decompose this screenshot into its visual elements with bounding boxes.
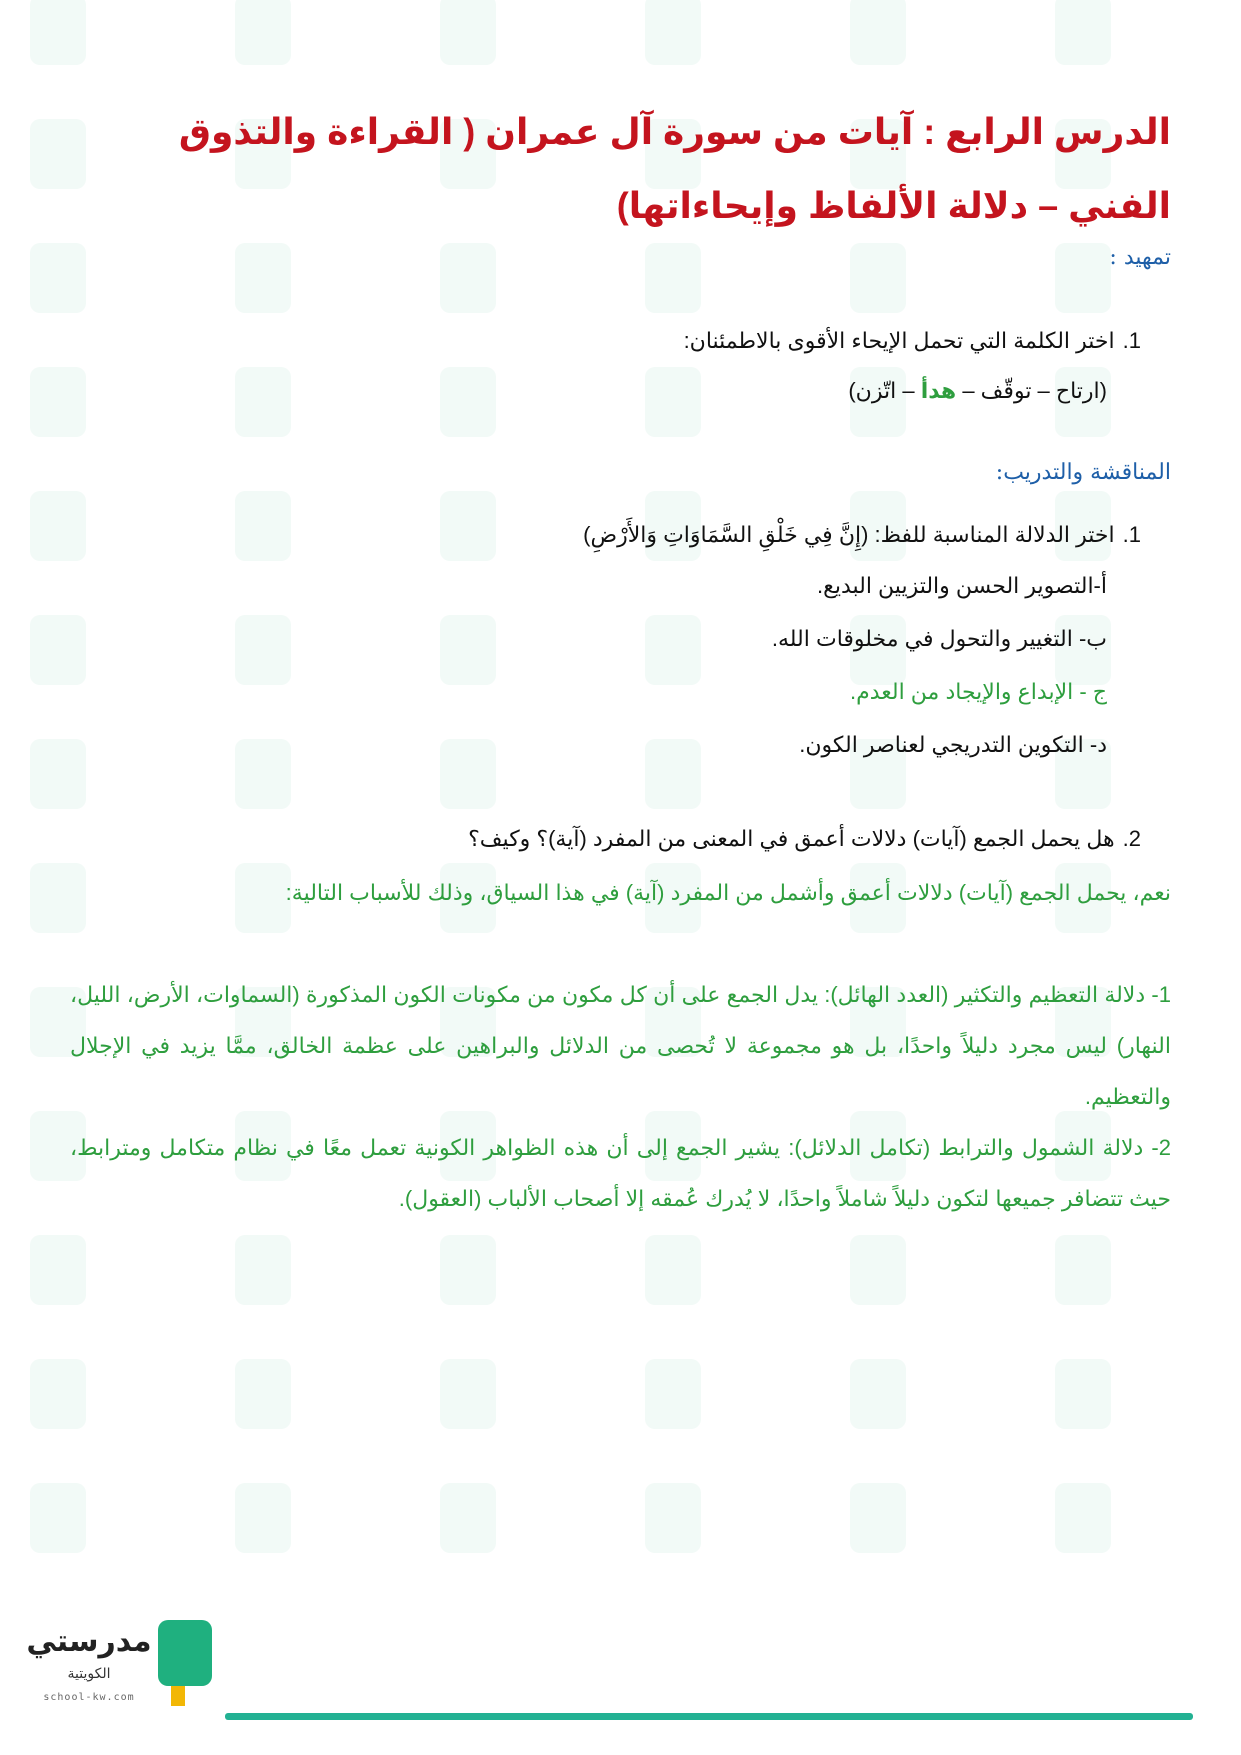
question-number: 2. [1122,826,1141,851]
watermark-logo-icon [850,1483,906,1553]
watermark-tile [645,1220,835,1320]
watermark-logo-icon [440,1235,496,1305]
watermark-logo-icon [30,1359,86,1429]
watermark-logo-icon [645,739,701,809]
intro-choices [848,378,1107,404]
watermark-logo-icon [440,1483,496,1553]
watermark-logo-icon [235,243,291,313]
watermark-logo-icon [30,863,86,933]
watermark-logo-icon [1055,1359,1111,1429]
watermark-logo-icon [645,1483,701,1553]
watermark-tile [850,0,1040,80]
watermark-logo-icon [1055,1235,1111,1305]
answer-point-1: 1- دلالة التعظيم والتكثير (العدد الهائل): يدل الجمع على أن كل مكون من مكونات الكون المذكورة (السماوات، الأرض، الليل، النهار) ليس مجرد دليلاً واحدًا، بل هو مجموعة لا تُحصى من الدلائل والبراهين على عظمة الخالق، ممَّا يزيد في الإجلال والتعظيم. [70,982,1171,1109]
watermark-logo-icon [850,0,906,65]
watermark-tile [235,352,425,452]
watermark-tile [440,1468,630,1568]
watermark-tile [235,476,425,576]
watermark-tile [1055,228,1241,328]
watermark-tile [30,600,220,700]
watermark-tile [30,1468,220,1568]
choices-close: – اتّزن) [848,378,921,403]
option-b: ب- التغيير والتحول في مخلوقات الله. [771,626,1107,651]
watermark-tile [1055,0,1241,80]
watermark-tile [235,1468,425,1568]
watermark-tile [30,724,220,824]
watermark-tile [235,0,425,80]
watermark-logo-icon [30,0,86,65]
watermark-tile [645,0,835,80]
logo-site: school-kw.com [43,1692,135,1703]
watermark-logo-icon [850,1235,906,1305]
answer-point-2: 2- دلالة الشمول والترابط (تكامل الدلائل): يشير الجمع إلى أن هذه الظواهر الكونية تعمل معًا في نظام متكامل ومترابط، حيث تتضافر جميعها لتكون دليلاً شاملاً واحدًا، لا يُدرك عُمقه إلا أصحاب الألباب (العقول). [70,1135,1171,1211]
watermark-tile [30,476,220,576]
watermark-tile [645,1344,835,1444]
practice-question-1 [583,522,1141,548]
watermark-tile [440,352,630,452]
watermark-logo-icon [850,243,906,313]
watermark-logo-icon [30,739,86,809]
watermark-tile [440,600,630,700]
watermark-logo-icon [645,1359,701,1429]
lesson-title: الدرس الرابع : آيات من سورة آل عمران ( القراءة والتذوق الفني – دلالة الألفاظ وإيحاءاتها) [178,111,1171,226]
watermark-logo-icon [235,1235,291,1305]
watermark-tile [645,228,835,328]
watermark-logo-icon [440,1359,496,1429]
watermark-tile [1055,1468,1241,1568]
watermark-tile [850,1344,1040,1444]
watermark-logo-icon [235,739,291,809]
watermark-tile [235,600,425,700]
logo-icon [158,1620,212,1686]
watermark-tile [1055,1344,1241,1444]
watermark-tile [235,1220,425,1320]
logo-subtitle: الكويتية [67,1666,111,1682]
watermark-logo-icon [440,615,496,685]
watermark-tile [440,1220,630,1320]
watermark-logo-icon [235,1483,291,1553]
watermark-tile [235,228,425,328]
choices-open: (ارتاح – توقّف – [956,378,1107,403]
footer-divider [225,1713,1193,1720]
practice-question-2 [468,826,1141,852]
watermark-logo-icon [30,243,86,313]
watermark-logo-icon [440,491,496,561]
footer-logo [25,1620,215,1740]
watermark-logo-icon [440,243,496,313]
practice-label: المناقشة والتدريب: [995,460,1171,485]
watermark-tile [30,0,220,80]
intro-label: تمهيد : [1109,245,1171,270]
watermark-logo-icon [1055,0,1111,65]
watermark-logo-icon [645,1235,701,1305]
logo-bookmark-icon [171,1686,185,1706]
watermark-tile [645,1468,835,1568]
watermark-logo-icon [235,1359,291,1429]
watermark-logo-icon [30,491,86,561]
watermark-logo-icon [850,1359,906,1429]
question-text: اختر الكلمة التي تحمل الإيحاء الأقوى بالاطمئنان: [683,328,1115,353]
question-number: 1. [1122,522,1141,547]
watermark-tile [850,228,1040,328]
answer-intro: نعم، يحمل الجمع (آيات) دلالات أعمق وأشمل من المفرد (آية) في هذا السياق، وذلك للأسباب التالية: [285,880,1171,905]
watermark-logo-icon [30,1483,86,1553]
watermark-logo-icon [440,367,496,437]
watermark-logo-icon [440,739,496,809]
watermark-tile [440,724,630,824]
watermark-tile [850,1468,1040,1568]
watermark-tile [235,724,425,824]
question-text: اختر الدلالة المناسبة للفظ: (إِنَّ فِي خَلْقِ السَّمَاوَاتِ وَالأَرْضِ) [583,522,1115,547]
watermark-tile [235,1344,425,1444]
logo-brand: مدرستي [26,1624,152,1659]
option-d: د- التكوين التدريجي لعناصر الكون. [799,732,1107,757]
watermark-logo-icon [30,367,86,437]
watermark-logo-icon [235,367,291,437]
intro-question-1 [684,328,1141,354]
watermark-tile [440,0,630,80]
watermark-logo-icon [235,615,291,685]
watermark-logo-icon [1055,1483,1111,1553]
watermark-logo-icon [645,615,701,685]
watermark-tile [30,352,220,452]
watermark-logo-icon [645,0,701,65]
watermark-tile [850,1220,1040,1320]
watermark-tile [1055,1220,1241,1320]
watermark-logo-icon [645,367,701,437]
watermark-logo-icon [235,491,291,561]
watermark-logo-icon [30,615,86,685]
correct-choice: هدأ [920,378,957,403]
watermark-logo-icon [30,1235,86,1305]
watermark-tile [440,228,630,328]
question-number: 1. [1122,328,1141,353]
watermark-tile [645,352,835,452]
watermark-tile [30,228,220,328]
watermark-logo-icon [440,0,496,65]
watermark-tile [30,1344,220,1444]
watermark-logo-icon [1055,243,1111,313]
watermark-logo-icon [645,243,701,313]
option-a: أ-التصوير الحسن والتزيين البديع. [817,573,1107,598]
question-text: هل يحمل الجمع (آيات) دلالات أعمق في المعنى من المفرد (آية)؟ وكيف؟ [468,826,1115,851]
option-c-correct: ج - الإبداع والإيجاد من العدم. [849,679,1107,704]
watermark-logo-icon [235,0,291,65]
watermark-tile [440,1344,630,1444]
watermark-tile [30,1220,220,1320]
